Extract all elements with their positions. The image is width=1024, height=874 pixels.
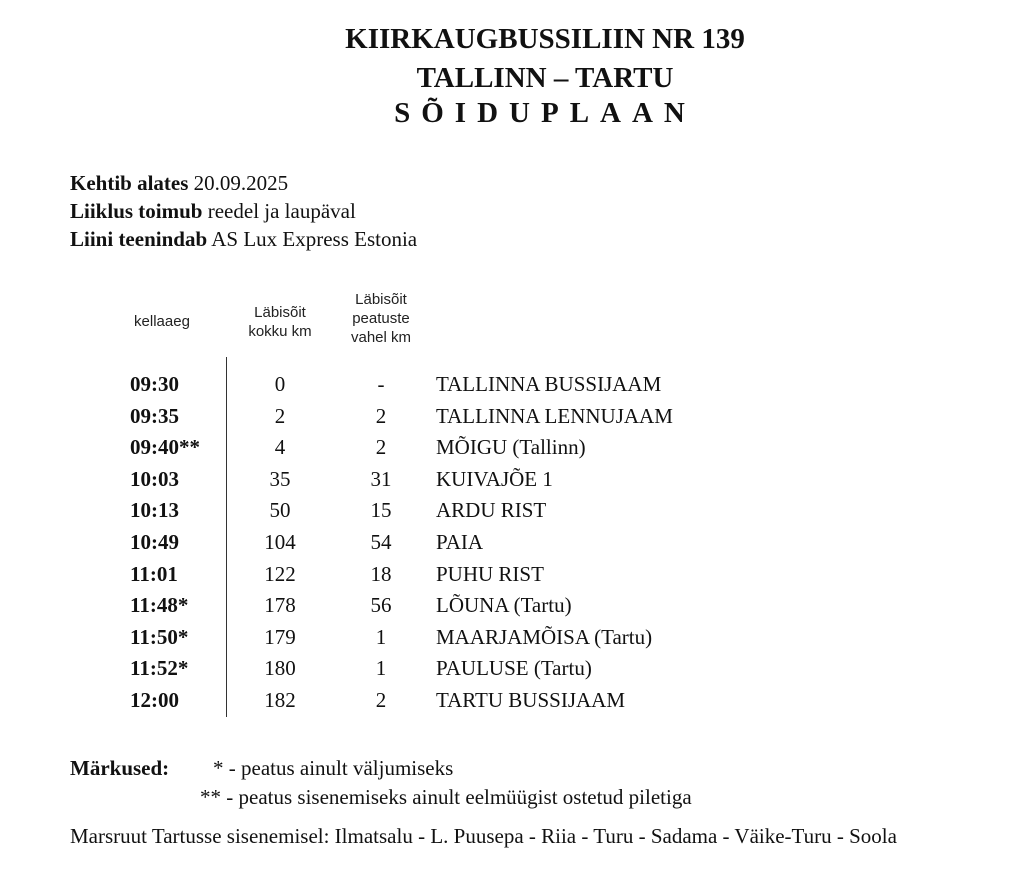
stop-name: TALLINNA LENNUJAAM (436, 403, 673, 428)
col-header-seg-line2: peatuste (352, 310, 410, 327)
departure-time: 10:03 (130, 466, 179, 491)
table-row (0, 435, 1024, 465)
table-row (0, 656, 1024, 686)
stop-name: TARTU BUSSIJAAM (436, 688, 625, 712)
segment-distance: 18 (370, 561, 392, 586)
stop-name: LÕUNA (Tartu) (436, 593, 572, 618)
stop-name: ARDU RIST (436, 498, 547, 523)
col-header-seg-line1: Läbisõit (355, 291, 407, 308)
departure-time: 10:49 (130, 530, 179, 554)
col-header-total-line1: Läbisõit (254, 304, 306, 321)
operator-label: Liini teenindab (70, 227, 208, 251)
total-distance: 178 (264, 593, 296, 618)
table-row (0, 530, 1024, 560)
segment-distance: 56 (370, 593, 392, 618)
segment-distance: 54 (370, 530, 392, 554)
note-single-star: * - peatus ainult väljumiseks (213, 756, 454, 780)
total-distance: 104 (264, 530, 296, 554)
departure-time: 09:35 (130, 403, 179, 428)
route-note: Marsruut Tartusse sisenemisel: Ilmatsalu - L. Puusepa - Riia - Turu - Sadama - Väike-Turu - Soola (70, 824, 897, 848)
departure-time: 09:30 (130, 372, 179, 396)
table-row (0, 688, 1024, 718)
notes-label: Märkused: (70, 756, 170, 780)
col-header-total-line2: kokku km (248, 323, 312, 340)
stop-name: MAARJAMÕISA (Tartu) (436, 624, 653, 649)
total-distance: 182 (264, 688, 296, 712)
table-row (0, 593, 1024, 623)
stop-name: PAULUSE (Tartu) (436, 656, 592, 681)
total-distance: 2 (274, 403, 286, 428)
operating-days-value: reedel ja laupäval (207, 199, 356, 223)
table-row (0, 372, 1024, 402)
total-distance: 122 (264, 561, 296, 586)
segment-distance: 2 (375, 403, 387, 428)
departure-time: 11:52* (130, 656, 189, 681)
line-title: KIIRKAUGBUSSILIIN NR 139 (345, 23, 745, 55)
total-distance: 179 (264, 624, 296, 649)
route-title: TALLINN – TARTU (416, 62, 674, 94)
departure-time: 11:01 (130, 561, 178, 586)
total-distance: 50 (269, 498, 291, 523)
departure-time: 10:13 (130, 498, 179, 523)
segment-distance: - (377, 372, 385, 396)
table-row (0, 562, 1024, 592)
segment-distance: 1 (375, 624, 387, 649)
segment-distance: 15 (370, 498, 392, 523)
total-distance: 180 (264, 656, 296, 681)
segment-distance: 31 (370, 466, 392, 491)
total-distance: 35 (269, 466, 291, 491)
note-double-star: ** - peatus sisenemiseks ainult eelmüügist ostetud piletiga (200, 785, 692, 809)
valid-from-label: Kehtib alates (70, 171, 189, 195)
departure-time: 11:50* (130, 624, 189, 649)
stop-name: MÕIGU (Tallinn) (436, 435, 586, 460)
stop-name: PAIA (436, 530, 484, 554)
total-distance: 4 (274, 435, 286, 460)
table-row (0, 498, 1024, 528)
stop-name: TALLINNA BUSSIJAAM (436, 372, 662, 396)
stop-name: PUHU RIST (436, 561, 544, 586)
table-row (0, 625, 1024, 655)
segment-distance: 2 (375, 688, 387, 712)
valid-from (70, 170, 288, 196)
operating-days (70, 198, 356, 224)
col-header-time: kellaaeg (134, 313, 190, 330)
segment-distance: 1 (375, 656, 387, 681)
total-distance: 0 (274, 372, 286, 396)
table-row (0, 467, 1024, 497)
valid-from-value: 20.09.2025 (193, 171, 289, 195)
departure-time: 09:40** (130, 435, 200, 460)
departure-time: 11:48* (130, 593, 189, 618)
schedule-title: SÕIDUPLAAN (394, 97, 696, 129)
segment-distance: 2 (375, 435, 387, 460)
operator-value: AS Lux Express Estonia (211, 227, 418, 251)
departure-time: 12:00 (130, 688, 179, 712)
col-header-segment-km (335, 290, 427, 347)
col-header-total-km (232, 303, 328, 341)
col-header-seg-line3: vahel km (350, 329, 412, 346)
operating-days-label: Liiklus toimub (70, 199, 203, 223)
table-row (0, 404, 1024, 434)
operator (70, 226, 417, 252)
stop-name: KUIVAJÕE 1 (436, 466, 553, 491)
